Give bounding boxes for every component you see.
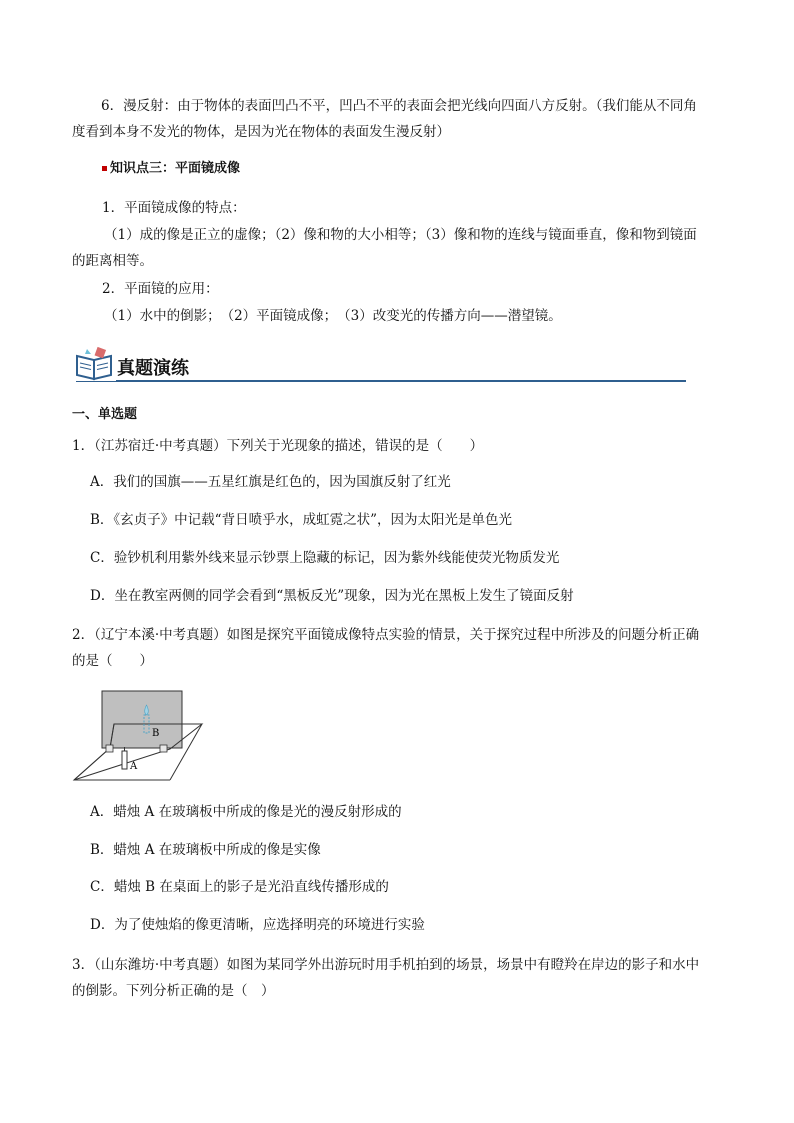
section-divider <box>116 380 686 382</box>
item6-line1: 6．漫反射：由于物体的表面凹凸不平，凹凸不平的表面会把光线向四面八方反射。（我们能从不同角 <box>101 98 697 114</box>
q2-option-d[interactable]: D．为了使烛焰的像更清晰，应选择明亮的环境进行实验 <box>90 917 425 933</box>
plane-mirror-experiment-figure <box>72 689 212 784</box>
question-group-label: 一、单选题 <box>72 407 138 422</box>
item6-line2: 度看到本身不发光的物体，是因为光在物体的表面发生漫反射） <box>72 124 450 140</box>
q2-stem-line1: 2．（辽宁本溪·中考真题）如图是探究平面镜成像特点实验的情景，关于探究过程中所涉及的问题分析正确 <box>72 627 700 643</box>
q1-option-c[interactable]: C．验钞机利用紫外线来显示钞票上隐藏的标记，因为紫外线能使荧光物质发光 <box>90 550 560 566</box>
kp3-point2-detail: （1）水中的倒影； （2）平面镜成像； （3）改变光的传播方向——潜望镜。 <box>104 308 562 324</box>
q1-option-a[interactable]: A．我们的国旗——五星红旗是红色的，因为国旗反射了红光 <box>90 474 451 490</box>
q3-stem-line2: 的倒影。下列分析正确的是（ ） <box>72 983 275 999</box>
q2-option-c[interactable]: C．蜡烛 B 在桌面上的影子是光沿直线传播形成的 <box>90 879 389 895</box>
figure-label-b: B <box>152 728 160 739</box>
q2-stem-line2: 的是（ ） <box>72 653 153 669</box>
q1-option-b[interactable]: B．《玄贞子》中记载“背日喷乎水，成虹霓之状”，因为太阳光是单色光 <box>90 512 512 528</box>
square-bullet-icon <box>102 166 107 171</box>
figure-label-a: A <box>130 761 138 772</box>
kp3-heading <box>102 159 240 179</box>
kp3-point2: 2．平面镜的应用： <box>102 281 219 297</box>
q2-option-a[interactable]: A．蜡烛 A 在玻璃板中所成的像是光的漫反射形成的 <box>90 804 402 820</box>
book-icon <box>74 346 116 382</box>
section-divider-left <box>76 381 116 382</box>
q1-stem: 1．（江苏宿迁·中考真题）下列关于光现象的描述，错误的是（ ） <box>72 438 484 454</box>
kp3-heading-text: 知识点三：平面镜成像 <box>110 161 241 176</box>
q2-option-b[interactable]: B．蜡烛 A 在玻璃板中所成的像是实像 <box>90 842 321 858</box>
kp3-point1: 1．平面镜成像的特点： <box>102 200 246 216</box>
q1-option-d[interactable]: D．坐在教室两侧的同学会看到“黑板反光”现象，因为光在黑板上发生了镜面反射 <box>90 588 574 604</box>
kp3-point1-detail-line2: 的距离相等。 <box>72 253 153 269</box>
kp3-point1-detail-line1: （1）成的像是正立的虚像；（2）像和物的大小相等；（3）像和物的连线与镜面垂直，像和物到镜面 <box>104 227 697 243</box>
section-title: 真题演练 <box>117 358 189 379</box>
q3-stem-line1: 3．（山东潍坊·中考真题）如图为某同学外出游玩时用手机拍到的场景，场景中有瞪羚在岸边的影子和水中 <box>72 957 700 973</box>
